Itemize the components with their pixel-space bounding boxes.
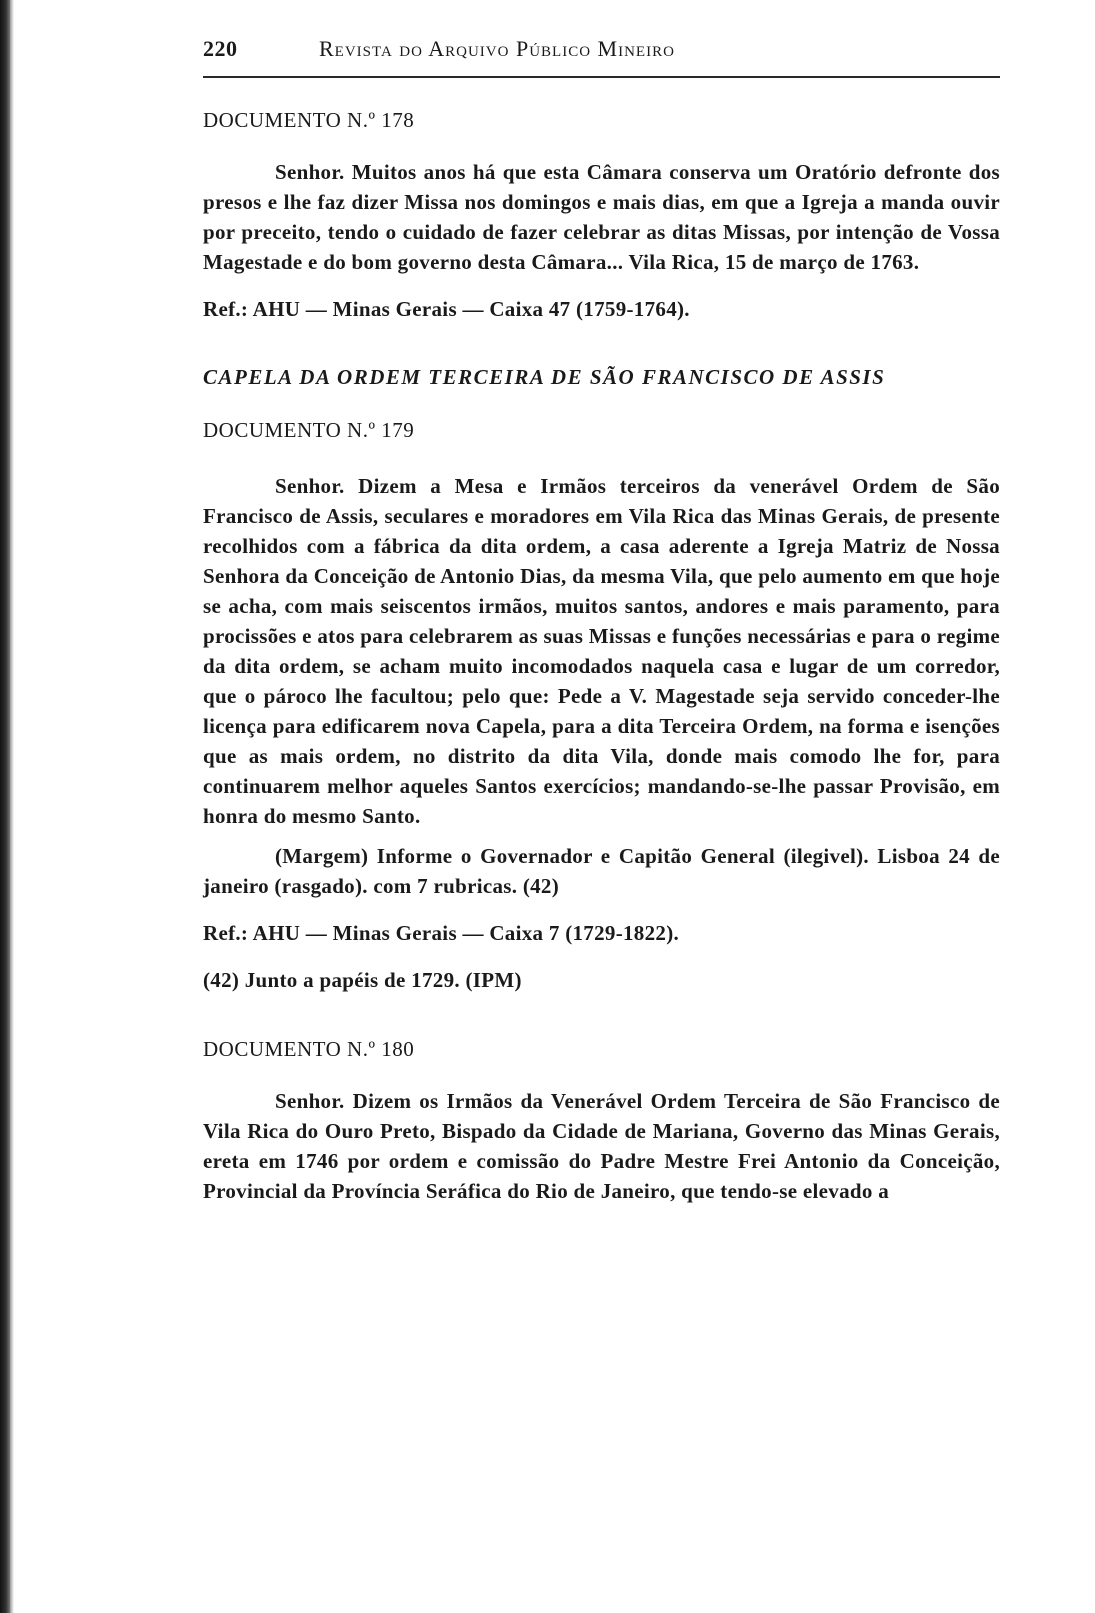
document-heading-178: DOCUMENTO N.º 178	[203, 108, 415, 132]
footnote-42: (42) Junto a papéis de 1729. (IPM)	[203, 968, 522, 992]
book-binding-edge	[0, 0, 10, 1613]
document-180-body: Senhor. Dizem os Irmãos da Venerável Ordem Terceira de São Francisco de Vila Rica do Ouro Preto, Bispado da Cidade de Mariana, Governo das Minas Gerais, ereta em 1746 por ordem e comissão do Padre Mestre Frei Antonio da Conceição, Provincial da Província Seráfica do Rio de Janeiro, que tendo-se elevado a	[203, 1089, 1000, 1203]
document-179-reference: Ref.: AHU — Minas Gerais — Caixa 7 (1729-1822).	[203, 921, 680, 945]
document-heading-180: DOCUMENTO N.º 180	[203, 1037, 415, 1061]
page-gutter-shadow	[10, 0, 14, 1613]
document-179-margin-note: (Margem) Informe o Governador e Capitão General (ilegivel). Lisboa 24 de janeiro (rasgado). com 7 rubricas. (42)	[203, 844, 1000, 898]
header-rule	[203, 76, 1000, 78]
page-number: 220	[203, 36, 238, 61]
document-heading-179: DOCUMENTO N.º 179	[203, 418, 415, 442]
document-178-reference: Ref.: AHU — Minas Gerais — Caixa 47 (1759-1764).	[203, 297, 690, 321]
document-179-body: Senhor. Dizem a Mesa e Irmãos terceiros da venerável Ordem de São Francisco de Assis, seculares e moradores em Vila Rica das Minas Gerais, de presente recolhidos com a fábrica da dita ordem, a casa aderente a Igreja Matriz de Nossa Senhora da Conceição de Antonio Dias, da mesma Vila, que pelo aumento em que hoje se acha, com mais seiscentos irmãos, muitos santos, andores e mais paramento, para procissões e atos para celebrarem as suas Missas e funções necessárias e para o regime da dita ordem, se acham muito incomodados naquela casa e lugar de um corredor, que o pároco lhe facultou; pelo que: Pede a V. Magestade seja servido conceder-lhe licença para edificarem nova Capela, para a dita Terceira Ordem, na forma e isenções que as mais ordem, no distrito da dita Vila, donde mais comodo lhe for, para continuarem melhor aqueles Santos exercícios; mandando-se-lhe passar Provisão, em honra do mesmo Santo.	[203, 474, 1000, 828]
section-title: CAPELA DA ORDEM TERCEIRA DE SÃO FRANCISCO DE ASSIS	[203, 365, 886, 389]
document-page	[203, 36, 1000, 1206]
running-head	[203, 36, 1000, 68]
journal-title: Revista do Arquivo Público Mineiro	[319, 36, 675, 61]
document-178-body: Senhor. Muitos anos há que esta Câmara conserva um Oratório defronte dos presos e lhe faz dizer Missa nos domingos e mais dias, em que a Igreja a manda ouvir por preceito, tendo o cuidado de fazer celebrar as ditas Missas, por intenção de Vossa Magestade e do bom governo desta Câmara... Vila Rica, 15 de março de 1763.	[203, 160, 1000, 274]
